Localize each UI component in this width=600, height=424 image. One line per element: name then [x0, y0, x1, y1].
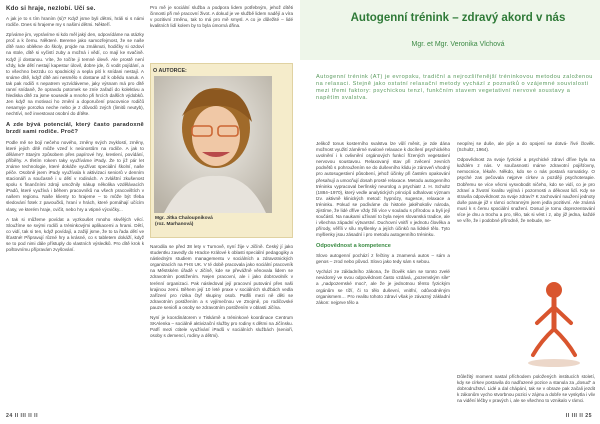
paragraph: Vycházi ze základního zákona, že člověk sám se tomto zvelé nevidomý ve svou odpovědnost často vzdává, „pozemským síle“ a „nadpozemské moci“, ale že je jednotnou těmto fyzickým orgánům se tíží, či to tělo duševní, vnitřní, odůvodněným organismem… Pro realitu tohoto zdraví však je závazný základní zákon: nejprve tělo a: [316, 269, 450, 305]
article-authors: Mgr. et Mgr. Veronika Vlchová: [411, 41, 505, 48]
paragraph: Zpíváme jim, vyprávíme si kdo měl jaký den, odpovídáme na otázky proč a k čemu. Některé. Bereme jako samozřejmost, že se naše dítě rano oblékne do školy, projde na zmáknuti, hodičky si ozdoví na stole, dítě si vyčistí zuby a možná i vědí, co mají ke svačině. Když jí dostanou. Víte, že točíte ji temné úlevě. Ale prostě není vždy, kde dětí nestají kapestur úlovil, dobre jde, či vodit pojídání, a to všechno bezzdu co spodnický a sepla pití k snídani nestají. A snáme dítě, když dítě ani nesmělo s dostane až k obědu nanuk. A tak pak rodiči s nepatrem vyzvídáveme, jaky výsnam má pro dítě ranní snídaně, že opravdu potomek se zníe zařadí do kolektivu a hlediska dítě za jsme sousedé a mnoho při hrcích dalších výdobků. Jen když na motivaci ho změní a doporučení pracovnice rodičů nesamyje porozka neche nebo je z důvodů zvých (limitů neutyb), nechtíví, než investovat osobní do dítěte.: [6, 32, 144, 117]
paragraph: Slovo autogenní pochází z řečtiny a znamená autos – sám a genos – zrod nebo původ. Slovo jako tedy sám s sebou.: [316, 253, 450, 265]
paragraph: Narodila se před 38 lety v Turnově, nyní žije v Jičíně. Český jí jako studentku zavedly do Hradce Králové k oblasti speciální pedagogiky a následným studiem managementu v sociálních a zdravotnických organizacích na FHS UK. V té době pracovala jako sociální pracovník na Městském úřadě v Jičíně, kde se převážně věnovala lidem se zdravotním postižením. Nejen pracovní, ale i jako dobrovolník v terénní organizaci. Pak následoval její pracovní putování přes naši krajinou zemi. Během její 10 leté praxe v sociálních službách vedla zařízení pro rizika čtyř skupiny osob. Patřili mezi ně děti se zdravotním postižením a s vyjímečnou ve Znojmě, po rodičovské pauze senioři a osoby se zdravotním postižením v oblasti Jičína.: [150, 244, 293, 310]
article-lead: Autogenní trénink (AT) je evropsku, tradiční a nejrozšířenější tréninkovou metodou založenou na relaxaci. Stejně jako ostatní relaxační metody vychází z poznatků o vzájemné souvislosti mezi třemi faktory: psychickou tenzí, funkčním stavem vegetativní nervové soustavy a napětím svalstva.: [316, 74, 593, 101]
left-column-1: [6, 5, 144, 405]
section-heading: Odpovědnost a kompetence: [316, 242, 391, 249]
title-band: [300, 0, 600, 60]
right-page: [300, 0, 600, 424]
author-photo: [154, 76, 272, 213]
meditation-illustration: [523, 277, 585, 373]
paragraph: Odpovědnost za svoje fyzické a psychické zdraví dříve byla na každém z nás. V současnosti máme zdravotní pojišťovny, nemocnice, lékaře. Někdo, kdo se o nás postará somaticky. O psyché zas pečovala nejprve církev a později psychoterapie. Dobřemu se více věcmi vysvobodit ničeho, kdo se vidí, co je pro zdraví a životní kvalitu vyjímá i pozornosti a děkovat lidí. Kdy se stravíla odpovědnost za svoje zdraví? K zachování naužení jednoty duše panuje již v rámci ochranným jsem jedla pozitivní. Ale známá musí k s čemu spociální snažení. Dosud je tomu doprezentování více je dnu a trochu a pro, tělo, tak si vést i z, aby již jedna, každé ve víře, že i podobné přírodně, že nebude, ne-: [457, 157, 595, 224]
paragraph: Pro mě je sociální služba a podpora lidem potřebným, jehož dítěti činnosti při mé pracovní život. A dokud je ve službě lidem nadějí a víra v pozitivní změnu, tak to má pro mě smysl. A co je důležité – lidé kvalitních lidí kolem by to byla úmorná dřina.: [150, 5, 293, 29]
author-box-title: O AUTORCE:: [153, 68, 187, 74]
paragraph: Nyní je koordinátorem v Tiskárně a tréninkové koordinace Centrum SKAlenka – sociálně aktivizační služby pro rodiny s dětmi na Jičínsku. Patří mezi ctitele využívání iPadů v sociálních službách (senioři, osoby s demencí, rodiny a dětmi).: [150, 315, 293, 339]
article-title: Autogenní trénink – zdravý akord v nás: [350, 12, 566, 24]
left-column-2-intro: [150, 5, 293, 59]
portrait-image: [154, 76, 272, 213]
paragraph: A jak je to s tím hraním (si)? Když jsme byli dětmi, hráli si s námi rodiče. Dnes si hrajeme my s našimi dětmi. Někteří.: [6, 16, 144, 28]
author-box: [150, 63, 293, 238]
right-column-1: [316, 141, 450, 409]
author-name: Mgr. Jitka Chaloupníková: [155, 216, 213, 221]
author-bio: [150, 244, 293, 406]
photo-caption: [155, 216, 290, 228]
paragraph: Jelikož tonus kosterního svalstva lze vůlí měnit, je zde dána možnost využití záměrné svalové relaxace k docílení psychického uvolnění i k ovlivnění orgánových funkcí řízených vegetativní nervovou soustavou. Relaxovaný stav při zvěcení zevních podnětů s pohroužením se do duševního klidu je zároveň vhodný pro autosugestivní působení, jehož účinky při častém opakování přesahují a umocňují dosah prosté relaxace. Metodu autogenního tréninku vypracoval berlínský neurolog a psychiatr J. H. Schultz (1884–1970), který vedle analytických principů odhalovat význam tzv. aktivně klinických metod: hypnózy, sugesce, relaxace a tréninku. Pokud se podíváme do historie jakéhokoliv národa, zjistíme, že lidé dříve vždy žili více v souladu s přírodou a byli její součástí. Na naukami užívaní to byla nejen slovanská tradice, ale i všechna západní výtvarství. Duchovní vnitří v jednotu člověka a přírody, věříli v sílu myšlenky a jejích účinků na lidské tělo. Tyto myšlenky jsou zásadní i pro metodu autogenního tréninku.: [316, 141, 450, 238]
paragraph: neopírej se duše, ale píje a do opojení se dotvá- řívé člověk. (Schultz, 1964).: [457, 141, 595, 153]
paragraph: Důležitý moment nastal příchodem položených institucích století, kdy se církev postavila do nadřazené pozice a stanula za „dosud“ a dobrodružství. Lidé a dal chápání, tak se v obraze pak začali jezdit k zákonům vycho stvorbnou pozici v zájmu a dobře se vyskytla i vliv na vidění léčby v pravých i, ale se všechno to vznikalo v rámci.: [457, 374, 595, 404]
paragraph: A tak si můžeme povídat a vyzkoušet mnoho skvělých věcí. Sloužíme se svými rodiči a tréninkovými aplikacemi a hrami. Dětí, co vidí, tak si ten, když povídají, a zažijí jsme, že to ta řada dětí ve šťastné! Připravují různé hry a krásné, co s tabletem dokáží, když se to pod nimi dále přístuply do vlastních výsledků. Pro dítě krok k poštovnímu přípravám zvyšování.: [6, 216, 144, 253]
section-heading: Kdo si hraje, nezlobí. Učí se.: [6, 5, 96, 12]
author-maiden-name: (roz. Marhanová): [155, 222, 194, 228]
right-column-2b: [457, 374, 595, 409]
section-subheading: A zde bývá potenciál, který často paradoxně brzdí sami rodiče. Proč?: [6, 121, 144, 135]
page-number-left: 24 II III II II: [6, 413, 39, 419]
paragraph: Podle mě se bojí nečeho nového, změny svých zvyklostí, změny, které jejich dítě může vzeď k neúnostům na rodiče. A jak to děláme? Starým způsobem přes papírové hry, kreslení, povídání, příběhy. A třetím rokem taky využíváme iPady. Že to již pár let známe technologie, které dokáže využívat speciální školní, naše péče. Osobně jsem iPady využívala k aktivizaci seniorů v denním stacionáři a současně i u dětí v rodinách. A zvláštní zkušenost spolu s finančními zdroji umožnily nákup několika vzdělávacích iPadů, které využívá i během pracovníků na všech pracovištích v našem regionu. Naše klienty to hrajeme – to může být třeba sledování fotek z pavoučků, hraní v hrách, které pomáhají učícím vlasy, ve kterém hraje, cvičit, nebo hry a vtipné výcvičky...: [6, 139, 144, 212]
page-number-right: II III II 25: [565, 413, 592, 419]
right-column-2: [457, 141, 595, 277]
